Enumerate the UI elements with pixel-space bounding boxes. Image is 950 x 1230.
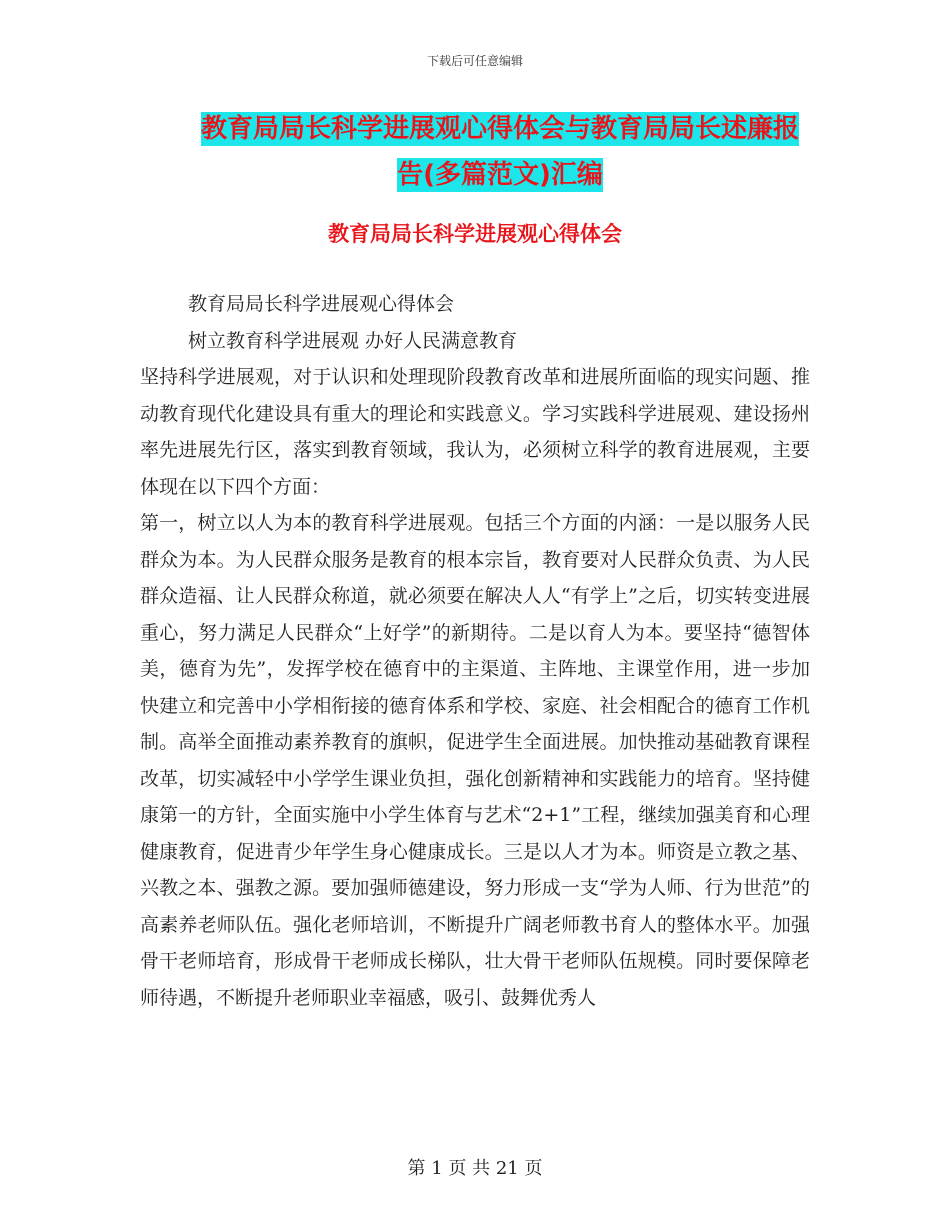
page-number-footer: 第 1 页 共 21 页 — [407, 1158, 543, 1179]
paragraph-2: 第一，树立以人为本的教育科学进展观。包括三个方面的内涵：一是以服务人民群众为本。为人民群众服务是教育的根本宗旨，教育要对人民群众负责、为人民群众造福、让人民群众称道，就必须要在解决人人“有学上”之后，切实转变进展重心，努力满足人民群众“上好学”的新期待。二是以育人为本。要坚持“德智体美，德育为先”，发挥学校在德育中的主渠道、主阵地、主课堂作用，进一步加快建立和完善中小学相衔接的德育体系和学校、家庭、社会相配合的德育工作机制。高举全面推动素养教育的旗帜，促进学生全面进展。加快推动基础教育课程改革，切实减轻中小学学生课业负担，强化创新精神和实践能力的培育。坚持健康第一的方针，全面实施中小学生体育与艺术“2+1”工程，继续加强美育和心理健康教育，促进青少年学生身心健康成长。三是以人才为本。师资是立教之基、兴教之本、强教之源。要加强师德建设，努力形成一支“学为人师、行为世范”的高素养老师队伍。强化老师培训，不断提升广阔老师教书育人的整体水平。加强骨干老师培育，形成骨干老师成长梯队，壮大骨干老师队伍规模。同时要保障老师待遇，不断提升老师职业幸福感，吸引、鼓舞优秀人 — [140, 512, 810, 1009]
document-main-title — [150, 106, 850, 198]
paragraph-1: 坚持科学进展观，对于认识和处理现阶段教育改革和进展所面临的现实问题、推动教育现代化建设具有重大的理论和实践意义。学习实践科学进展观、建设扬州率先进展先行区，落实到教育领域，我认为，必须树立科学的教育进展观，主要体现在以下四个方面： — [140, 366, 810, 498]
page-header-note: 下载后可任意编辑 — [426, 54, 523, 68]
subtitle-line-1: 教育局局长科学进展观心得体会 — [188, 293, 455, 315]
main-title-line1: 教育局局长科学进展观心得体会与教育局局长述廉报 — [200, 114, 799, 144]
document-body — [140, 286, 810, 1016]
main-title-line2: 告(多篇范文)汇编 — [397, 160, 603, 190]
subtitle-line-2: 树立教育科学进展观 办好人民满意教育 — [188, 329, 518, 352]
section-title: 教育局局长科学进展观心得体会 — [328, 222, 622, 246]
